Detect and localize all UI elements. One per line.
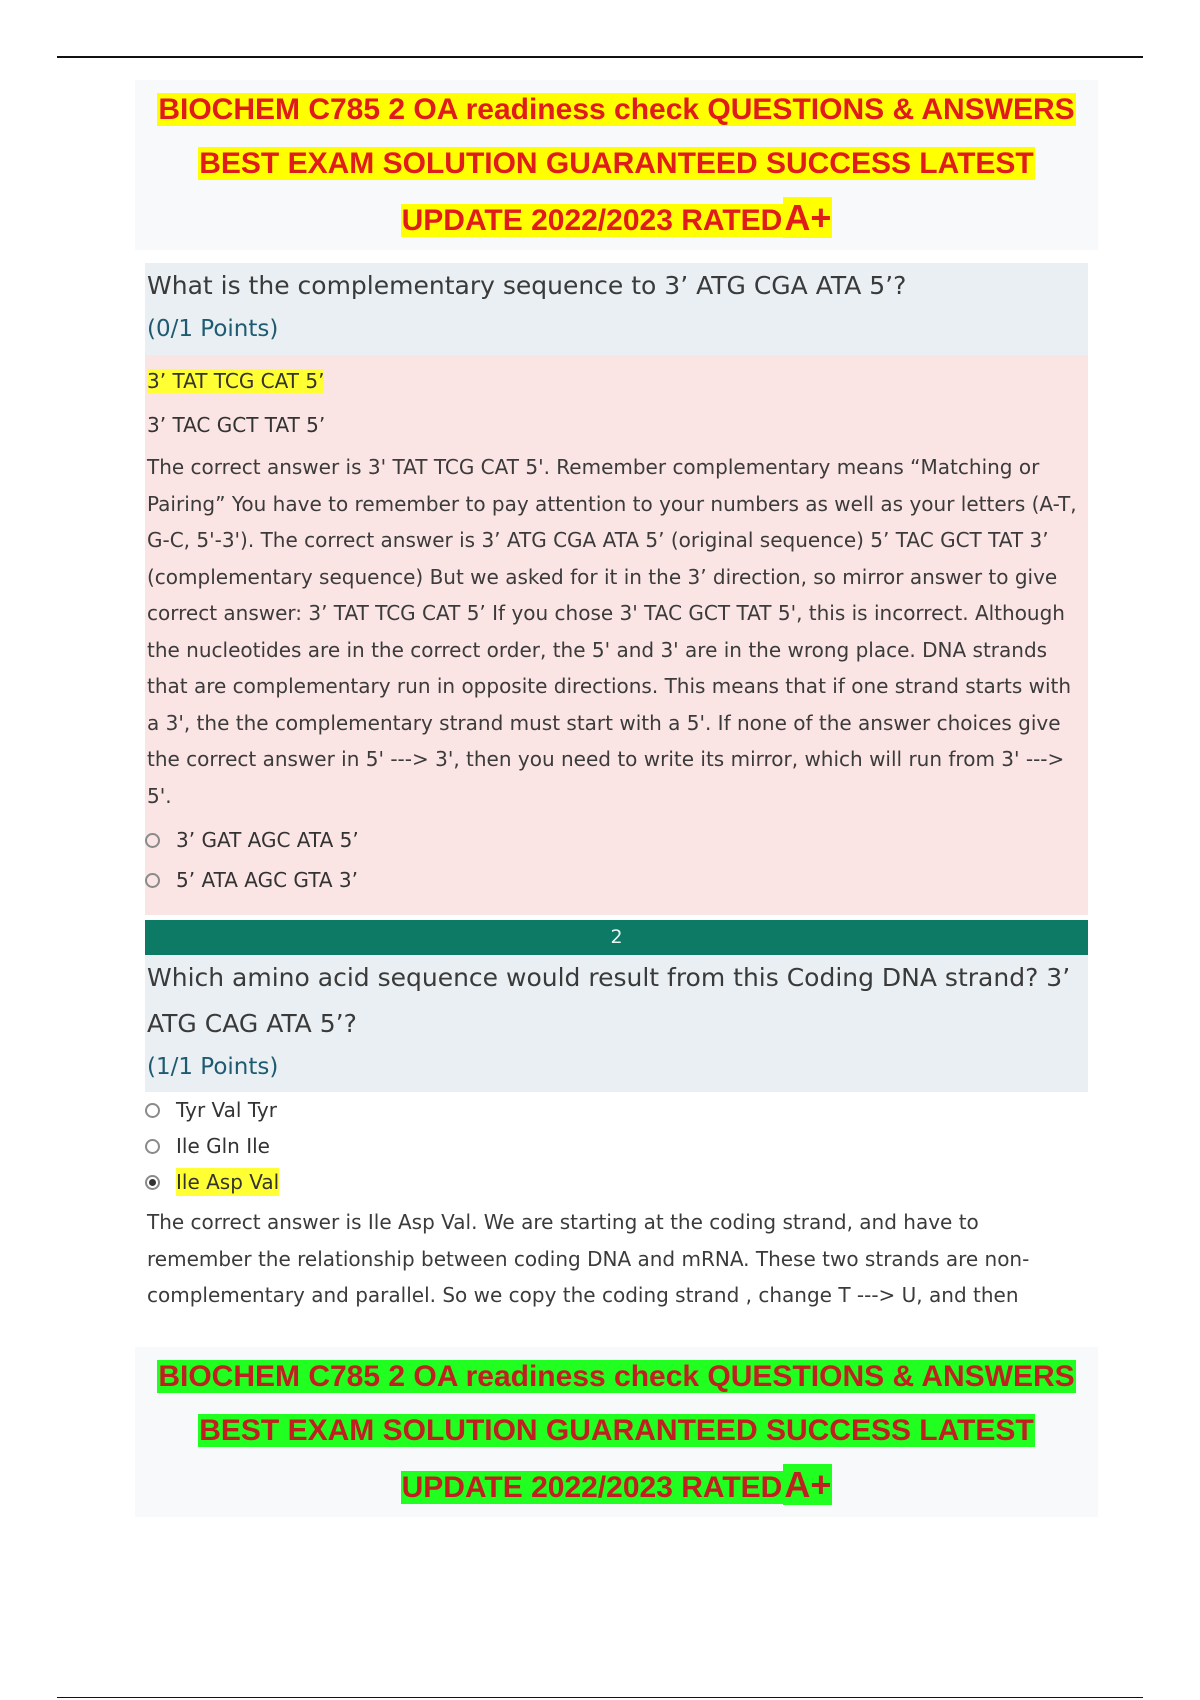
top-rule <box>57 56 1143 58</box>
radio-icon[interactable] <box>145 833 160 848</box>
question2-option-label: Ile Gln Ile <box>176 1134 270 1158</box>
header-title-line1: BIOCHEM C785 2 OA readiness check QUESTIONS & ANSWERS <box>158 93 1075 126</box>
question2-selected-answer: Ile Asp Val <box>176 1170 280 1194</box>
question1-option-row[interactable] <box>145 860 1088 900</box>
header-title-line3: UPDATE 2022/2023 RATED <box>401 204 783 237</box>
footer-title-line2: BEST EXAM SOLUTION GUARANTEED SUCCESS LATEST <box>199 1414 1034 1447</box>
radio-checked-icon[interactable] <box>145 1175 160 1190</box>
footer-title <box>135 1347 1098 1517</box>
question2-option-row[interactable] <box>145 1128 1088 1164</box>
question2-explanation: The correct answer is Ile Asp Val. We are starting at the coding strand, and have to remember the relationship between coding DNA and mRNA. These two strands are non-complementary and parallel. So we copy the coding strand , change T ---> U, and then <box>147 1210 1030 1307</box>
bottom-rule <box>57 1697 1143 1698</box>
header-title-line2: BEST EXAM SOLUTION GUARANTEED SUCCESS LATEST <box>199 147 1034 180</box>
footer-title-line1: BIOCHEM C785 2 OA readiness check QUESTIONS & ANSWERS <box>158 1360 1075 1393</box>
question1-points: (0/1 Points) <box>147 316 279 342</box>
question1-selected-answer: 3’ TAT TCG CAT 5’ <box>147 369 325 393</box>
question2-header <box>145 955 1088 1092</box>
question1-header <box>145 263 1088 355</box>
radio-icon[interactable] <box>145 873 160 888</box>
question1-option-row[interactable] <box>145 820 1088 860</box>
question2-points: (1/1 Points) <box>147 1054 279 1080</box>
footer-grade: A+ <box>784 1464 832 1505</box>
question2-number-bar: 2 <box>145 920 1088 955</box>
question1-other-answer: 3’ TAC GCT TAT 5’ <box>147 413 326 437</box>
footer-title-line3: UPDATE 2022/2023 RATED <box>401 1471 783 1504</box>
question1-feedback-panel <box>145 355 1088 915</box>
radio-icon[interactable] <box>145 1139 160 1154</box>
question2-text: Which amino acid sequence would result from this Coding DNA strand? 3’ ATG CAG ATA 5’? <box>147 963 1071 1038</box>
question2-options <box>145 1092 1088 1314</box>
question1-explanation: The correct answer is 3' TAT TCG CAT 5'. Remember complementary means “Matching or Pairing” You have to remember to pay attention to your numbers as well as your letters (A-T, G-C, 5'-3'). The correct answer is 3’ ATG CGA ATA 5’ (original sequence) 5’ TAC GCT TAT 3’ (complementary sequence) But we asked for it in the 3’ direction, so mirror answer to give correct answer: 3’ TAT TCG CAT 5’ If you chose 3' TAC GCT TAT 5', this is incorrect. Although the nucleotides are in the correct order, the 5' and 3' are in the wrong place. DNA strands that are complementary run in opposite directions. This means that if one strand starts with a 3', the the complementary strand must start with a 5'. If none of the answer choices give the correct answer in 5' ---> 3', then you need to write its mirror, which will run from 3' ---> 5'. <box>147 455 1077 808</box>
question2-option-row[interactable] <box>145 1092 1088 1128</box>
header-title <box>135 80 1098 250</box>
question2-option-label: Tyr Val Tyr <box>176 1098 277 1122</box>
header-grade: A+ <box>784 197 832 238</box>
question1-text: What is the complementary sequence to 3’ ATG CGA ATA 5’? <box>147 271 907 300</box>
question1-option-label: 5’ ATA AGC GTA 3’ <box>176 868 358 892</box>
question1-option-label: 3’ GAT AGC ATA 5’ <box>176 828 359 852</box>
radio-icon[interactable] <box>145 1103 160 1118</box>
question2-option-row-selected[interactable] <box>145 1164 1088 1200</box>
